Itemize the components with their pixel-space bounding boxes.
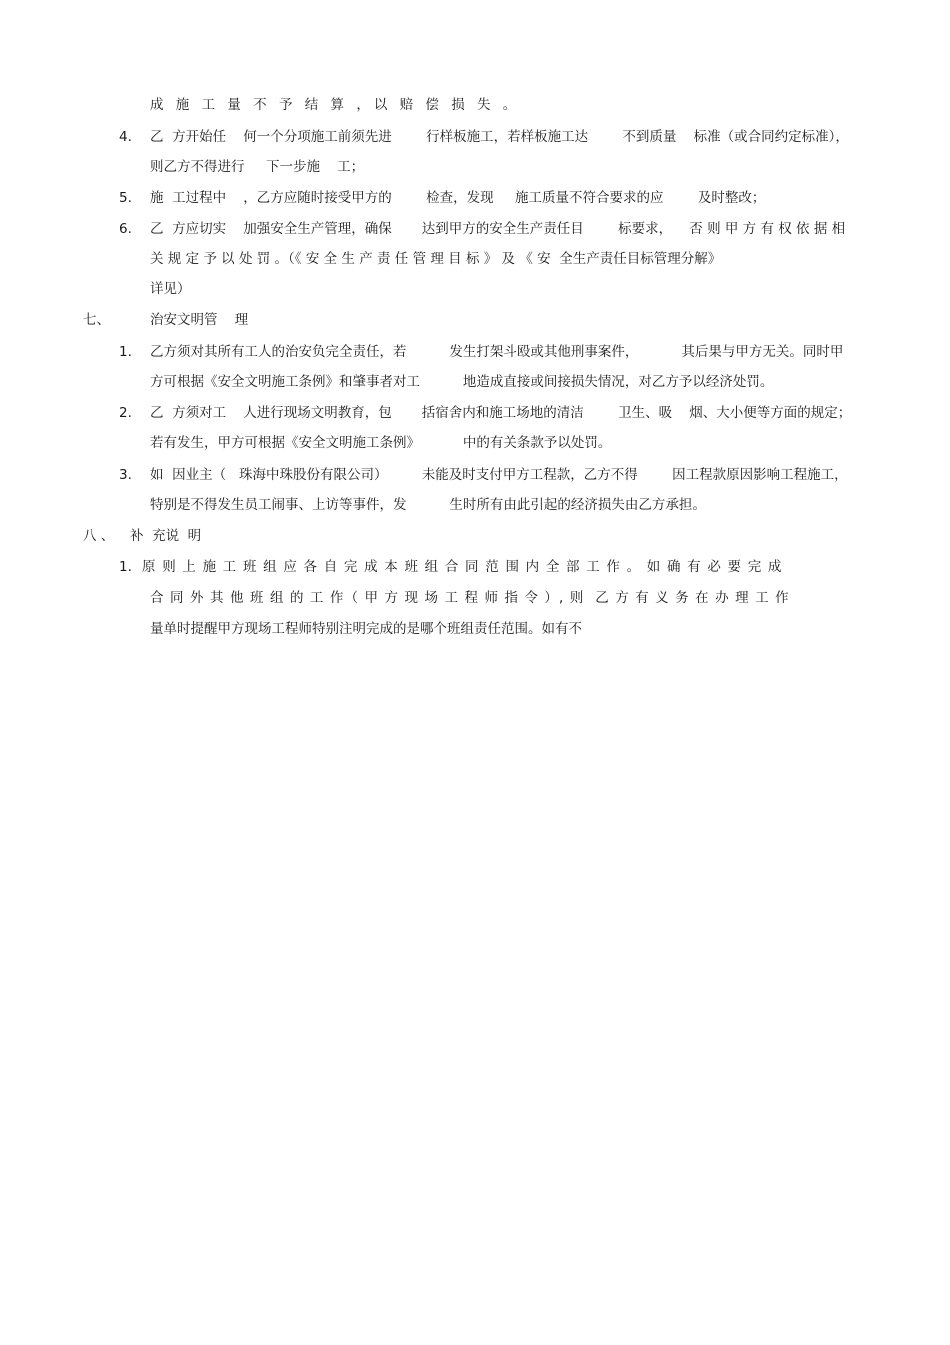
continuation-line: 成 施 工 量 不 予 结 算 ，以 赔 偿 损 失 。 <box>150 97 521 113</box>
item-text-line: 详见） <box>150 281 191 297</box>
item-text-line: 合 同 外 其 他 班 组 的 工 作（ 甲 方 现 场 工 程 师 指 令 ）, 则 乙 方 有 义 务 在 办 理 工 作 <box>150 590 790 606</box>
item-text-line: 施 工过程中 ，乙方应随时接受甲方的 检查，发现 施工质量不符合要求的应 及时整改； <box>150 190 766 206</box>
item-text-line: 量单时提醒甲方现场工程师特别注明完成的是哪个班组责任范围。如有不 <box>150 621 582 637</box>
item-text-line: 乙方须对其所有工人的治安负完全责任，若 发生打架斗殴或其他刑事案件， 其后果与甲方无关。同时甲 <box>150 344 844 360</box>
item-text-line: 则乙方不得进行 下一步施 工； <box>150 159 365 175</box>
item-number: 2. <box>119 405 132 421</box>
item-number: 1. <box>119 559 132 575</box>
item-text-line: 原 则 上 施 工 班 组 应 各 自 完 成 本 班 组 合 同 范 围 内 全 部 工 作 。 如 确 有 必 要 完 成 <box>142 559 783 575</box>
item-text-line: 乙 方须对工 人进行现场文明教育，包 括宿舍内和施工场地的清洁 卫生、吸 烟、大小便等方面的规定； <box>150 405 852 421</box>
item-text-line: 乙 方应切实 加强安全生产管理，确保 达到甲方的安全生产责任目 标要求， 否 则 甲 方 有 权 依 据 相 <box>150 221 846 237</box>
section-title: 治安文明管 理 <box>150 312 249 328</box>
item-text-line: 特别是不得发生员工闹事、上访等事件，发 生时所有由此引起的经济损失由乙方承担。 <box>150 497 706 513</box>
item-number: 5. <box>119 190 132 206</box>
item-number: 4. <box>119 129 132 145</box>
item-text-line: 若有发生，甲方可根据《安全文明施工条例》 中的有关条款予以处罚。 <box>150 435 612 451</box>
item-text-line: 方可根据《安全文明施工条例》和肇事者对工 地造成直接或间接损失情况，对乙方予以经济处罚。 <box>150 374 774 390</box>
item-text-line: 关 规 定 予 以 处 罚 。（《 安 全 生 产 责 任 管 理 目 标 》 及 《 安 全生产责任目标管理分解》 <box>150 251 722 267</box>
item-text-line: 如 因业主（ 珠海中珠股份有限公司） 未能及时支付甲方工程款，乙方不得 因工程款原因影响工程施工， <box>150 467 848 483</box>
item-text-line: 乙 方开始任 何一个分项施工前须先进 行样板施工，若样板施工达 不到质量 标准（或合同约定标准）， <box>150 129 849 145</box>
item-number: 1. <box>119 344 132 360</box>
section-number: 七、 <box>83 312 110 328</box>
section-title: 补 充说 明 <box>130 528 202 544</box>
item-number: 6. <box>119 221 132 237</box>
item-number: 3. <box>119 467 132 483</box>
section-number: 八 、 <box>83 528 115 544</box>
